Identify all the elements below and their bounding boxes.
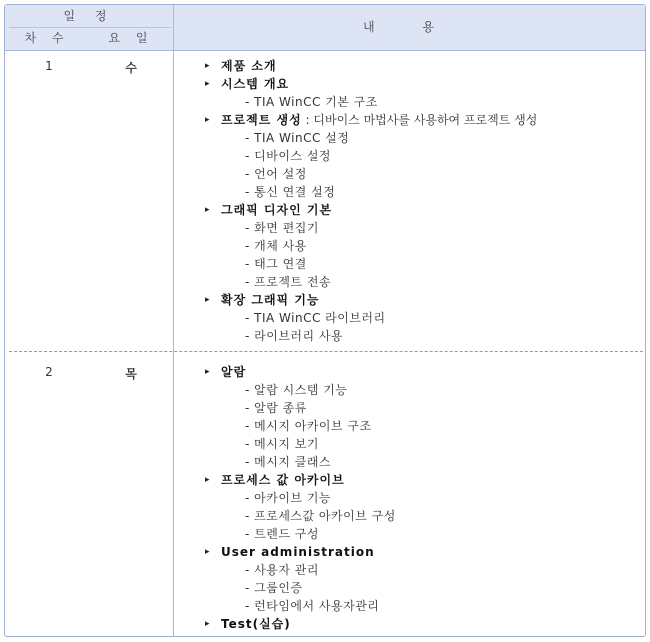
- header-schedule: 일 정: [63, 9, 115, 23]
- bullet-icon: ▸: [205, 619, 210, 629]
- topic-item: [205, 75, 290, 93]
- topic-item: [205, 543, 375, 561]
- bullet-icon: ▸: [205, 205, 210, 215]
- topic-title: 프로세스 값 아카이브: [221, 473, 345, 487]
- session-number: 1: [45, 59, 53, 73]
- subtopic-item: - TIA WinCC 설정: [245, 131, 350, 145]
- subtopic-item: - 트렌드 구성: [245, 527, 319, 541]
- subtopic-item: - 언어 설정: [245, 167, 307, 181]
- topic-item: [205, 363, 247, 381]
- topic-title: 확장 그래픽 기능: [221, 293, 320, 307]
- topic-title: 제품 소개: [221, 59, 277, 73]
- subtopic-item: - 사용자 관리: [245, 563, 319, 577]
- header-weekday: 요 일: [108, 31, 154, 45]
- bullet-icon: ▸: [205, 61, 210, 71]
- subtopic-item: - 라이브러리 사용: [245, 329, 344, 343]
- subtopic-item: - 프로세스값 아카이브 구성: [245, 509, 396, 523]
- subtopic-item: - 런타임에서 사용자관리: [245, 599, 380, 613]
- subtopic-item: - 알람 종류: [245, 401, 307, 415]
- subtopic-item: - 디바이스 설정: [245, 149, 332, 163]
- header-session: 차 수: [24, 31, 70, 45]
- topic-item: [205, 471, 345, 489]
- topic-title: Test(실습): [221, 617, 291, 631]
- topic-item: [205, 291, 320, 309]
- topic-title: 그래픽 디자인 기본: [221, 203, 333, 217]
- topic-title: 시스템 개요: [221, 77, 290, 91]
- bullet-icon: ▸: [205, 115, 210, 125]
- subtopic-item: - 화면 편집기: [245, 221, 319, 235]
- subtopic-item: - 메시지 아카이브 구조: [245, 419, 372, 433]
- topic-item: [205, 615, 291, 633]
- subtopic-item: - 프로젝트 전송: [245, 275, 332, 289]
- topic-item: [205, 111, 538, 129]
- column-divider: [173, 50, 174, 636]
- bullet-icon: ▸: [205, 367, 210, 377]
- subtopic-item: - 알람 시스템 기능: [245, 383, 348, 397]
- subtopic-item: - 개체 사용: [245, 239, 307, 253]
- header-content: 내 용: [363, 20, 456, 34]
- bullet-icon: ▸: [205, 547, 210, 557]
- session-day: 목: [125, 367, 137, 381]
- topic-title: 알람: [221, 365, 247, 379]
- table-header: [5, 5, 645, 51]
- subtopic-item: - 그룹인증: [245, 581, 303, 595]
- subtopic-item: - TIA WinCC 라이브러리: [245, 311, 386, 325]
- subtopic-item: - 아카이브 기능: [245, 491, 332, 505]
- topic-title: User administration: [221, 545, 375, 559]
- session-day: 수: [125, 61, 137, 75]
- schedule-table: [4, 4, 646, 637]
- row-divider: [9, 351, 643, 352]
- topic-item: [205, 57, 277, 75]
- bullet-icon: ▸: [205, 79, 210, 89]
- subtopic-item: - 메시지 보기: [245, 437, 319, 451]
- subtopic-item: - 태그 연결: [245, 257, 307, 271]
- subtopic-item: - 통신 연결 설정: [245, 185, 336, 199]
- topic-title: 프로젝트 생성: [221, 113, 302, 127]
- session-number: 2: [45, 365, 53, 379]
- topic-item: [205, 201, 333, 219]
- subtopic-item: - 메시지 클래스: [245, 455, 332, 469]
- subtopic-item: - TIA WinCC 기본 구조: [245, 95, 378, 109]
- bullet-icon: ▸: [205, 295, 210, 305]
- bullet-icon: ▸: [205, 475, 210, 485]
- topic-description: : 디바이스 마법사를 사용하여 프로젝트 생성: [301, 113, 538, 127]
